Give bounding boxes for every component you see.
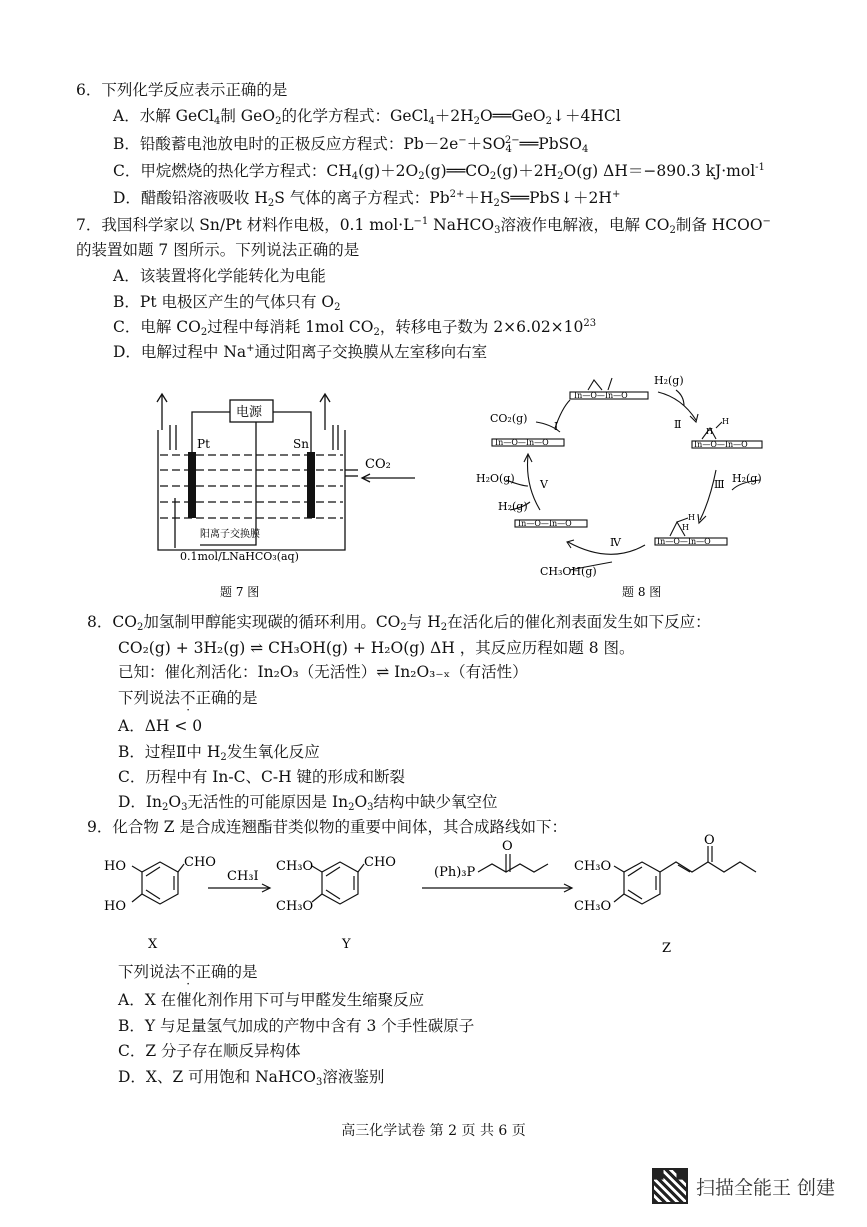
figure-8-caption: 题 8 图 xyxy=(622,585,662,599)
svg-text:CH₃OH(g): CH₃OH(g) xyxy=(540,565,597,578)
q6-option-d: D．醋酸铅溶液吸收 $H_2S$ 气体的离子方程式：$Pb^{2+}+H_2S══PbS↓+2H^+$ xyxy=(113,189,621,209)
svg-text:H₂(g): H₂(g) xyxy=(732,472,762,485)
svg-text:X: X xyxy=(148,937,158,952)
power-supply-label: 电源 xyxy=(236,405,263,420)
svg-text:In—O—In—O: In—O—In—O xyxy=(518,519,572,528)
svg-text:CO₂(g): CO₂(g) xyxy=(490,412,528,425)
q8-option-c: C．历程中有 In-C、C-H 键的形成和断裂 xyxy=(118,768,406,786)
q8-option-d: D．$In_2O_3$无活性的可能原因是 $In_2O_3$结构中缺少氧空位 xyxy=(118,793,498,813)
svg-text:Ⅴ: Ⅴ xyxy=(540,478,548,491)
svg-text:O: O xyxy=(502,839,513,854)
svg-text:(Ph)₃P: (Ph)₃P xyxy=(434,865,476,880)
page-footer: 高三化学试卷 第 2 页 共 6 页 xyxy=(341,1123,526,1139)
q6-option-c: C．甲烷燃烧的热化学方程式：$CH_4(g)+2O_2(g)══CO_2(g)+2H_2O(g)$ ΔH＝−890.3 kJ·mol$^{-1}$ xyxy=(113,162,765,182)
svg-text:HO: HO xyxy=(104,859,126,874)
membrane-label: 阳离子交换膜 xyxy=(200,529,260,540)
svg-text:CHO: CHO xyxy=(364,855,396,870)
co2-inlet-label: CO₂ xyxy=(365,457,391,472)
svg-text:CH₃O: CH₃O xyxy=(574,859,612,874)
q9-option-a: A．X 在催化剂作用下可与甲醛发生缩聚反应 xyxy=(118,991,425,1009)
svg-text:In—O—In—O: In—O—In—O xyxy=(694,440,748,449)
sn-electrode-label: Sn xyxy=(293,437,309,451)
svg-text:H: H xyxy=(706,427,713,436)
svg-text:CH₃O: CH₃O xyxy=(276,899,314,914)
q8-stem: 8．$CO_2$加氢制甲醇能实现碳的循环利用。$CO_2$与 $H_2$在活化后的催化剂表面发生如下反应： xyxy=(87,613,711,633)
q6-stem: 6．下列化学反应表示正确的是 xyxy=(76,81,288,99)
svg-text:CHO: CHO xyxy=(184,855,216,870)
qr-code-icon xyxy=(652,1168,688,1204)
q8-equation: CO₂(g) + 3H₂(g) ⇌ CH₃OH(g) + H₂O(g) ΔH ，其反应历程如题 8 图。 xyxy=(118,639,635,657)
svg-text:Z: Z xyxy=(662,941,672,956)
q9-option-b: B．Y 与足量氢气加成的产物中含有 3 个手性碳原子 xyxy=(118,1017,475,1035)
svg-text:H: H xyxy=(722,417,729,426)
q9-option-d: D．X、Z 可用饱和 NaHCO$_3$溶液鉴别 xyxy=(118,1068,385,1088)
svg-text:O: O xyxy=(704,833,715,848)
svg-text:In—O—In—O: In—O—In—O xyxy=(574,391,628,400)
q9-synthesis-route xyxy=(100,833,780,960)
svg-text:Ⅰ: Ⅰ xyxy=(554,420,559,433)
svg-text:HO: HO xyxy=(104,899,126,914)
q7-stem-line2: 的装置如题 7 图所示。下列说法正确的是 xyxy=(76,241,360,259)
svg-text:Y: Y xyxy=(342,937,351,952)
q8-option-a: A．ΔH < 0 xyxy=(118,717,203,735)
svg-text:CH₃O: CH₃O xyxy=(276,859,314,874)
q9-stem: 9．化合物 Z 是合成连翘酯苷类似物的重要中间体，其合成路线如下： xyxy=(87,818,567,836)
q9-ask: 下列说法不正确的是 xyxy=(118,963,258,981)
q8-known: 已知：催化剂活化：In₂O₃（无活性）⇌ In₂O₃₋ₓ（有活性） xyxy=(118,663,528,681)
q7-option-c: C．电解 $CO_2$过程中每消耗 1mol $CO_2$，转移电子数为 $2\times 6.02\times 10^{23}$ xyxy=(113,318,597,338)
figure-7-caption: 题 7 图 xyxy=(220,585,260,599)
q9-option-c: C．Z 分子存在顺反异构体 xyxy=(118,1042,301,1060)
q8-option-b: B．过程Ⅱ中 $H_2$发生氧化反应 xyxy=(118,743,320,763)
q8-ask: 下列说法不正确的是 xyxy=(118,689,258,707)
svg-text:H₂O(g): H₂O(g) xyxy=(476,472,515,485)
scanner-watermark: 扫描全能王 创建 xyxy=(652,1168,835,1204)
figure-7-electrolysis-cell xyxy=(140,390,420,600)
q7-stem-line1: 7．我国科学家以 Sn/Pt 材料作电极，0.1 $mol\cdot L^{-1}$ NaHCO$_3$溶液作电解液，电解 $CO_2$制备 HCOO− xyxy=(76,216,771,236)
q7-option-a: A．该装置将化学能转化为电能 xyxy=(113,267,326,285)
svg-text:H₂(g): H₂(g) xyxy=(498,500,528,513)
svg-text:CH₃O: CH₃O xyxy=(574,899,612,914)
pt-electrode-label: Pt xyxy=(197,437,210,451)
svg-text:CH₃I: CH₃I xyxy=(227,869,259,884)
q6-option-a: A．水解 GeCl$_4$制 GeO$_2$的化学方程式：$GeCl_4+2H_2O══GeO_2↓+4HCl$ xyxy=(113,107,621,127)
q7-option-b: B．Pt 电极区产生的气体只有 $O_2$ xyxy=(113,293,341,313)
q6-option-b: B．铅酸蓄电池放电时的正极反应方程式：$Pb-2e^-+SO_4^{2-}══PbSO_4$ xyxy=(113,135,589,155)
svg-text:H₂(g): H₂(g) xyxy=(654,374,684,387)
svg-text:Ⅳ: Ⅳ xyxy=(610,536,621,549)
svg-text:In—O—In—O: In—O—In—O xyxy=(495,438,549,447)
q7-option-d: D．电解过程中 Na+通过阳离子交换膜从左室移向右室 xyxy=(113,343,488,361)
svg-text:Ⅱ: Ⅱ xyxy=(674,418,682,431)
electrolyte-label: 0.1mol/LNaHCO₃(aq) xyxy=(180,550,299,563)
svg-text:Ⅲ: Ⅲ xyxy=(714,478,725,491)
svg-text:In—O—In—O: In—O—In—O xyxy=(657,537,711,546)
svg-text:H: H xyxy=(682,523,689,532)
svg-text:H: H xyxy=(688,513,695,522)
figure-8-reaction-cycle xyxy=(470,370,790,600)
